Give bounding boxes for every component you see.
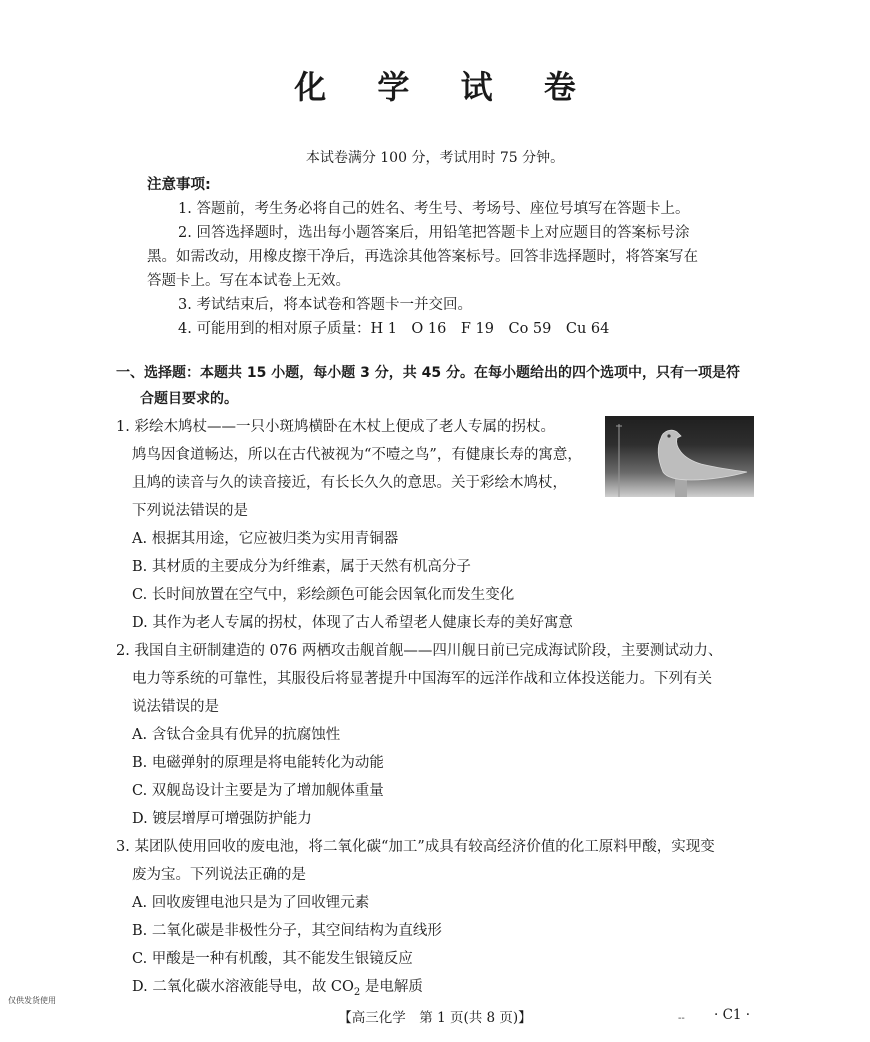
question-1-option-a: A. 根据其用途，它应被归类为实用青铜器	[132, 531, 399, 547]
question-1-stem-line-2: 鸠鸟因食道畅达，所以在古代被视为“不噎之鸟”，有健康长寿的寓意，	[132, 447, 582, 463]
notice-line-3: 黑。如需改动，用橡皮擦干净后，再选涂其他答案标号。回答非选择题时，将答案写在	[147, 249, 698, 265]
question-2-stem-line-3: 说法错误的是	[132, 699, 219, 715]
question-2-stem-line-2: 电力等系统的可靠性，其服役后将显著提升中国海军的远洋作战和立体投送能力。下列有关	[132, 671, 712, 687]
notice-line-4: 答题卡上。写在本试卷上无效。	[147, 273, 350, 289]
notice-line-2: 2. 回答选择题时，选出每小题答案后，用铅笔把答题卡上对应题目的答案标号涂	[178, 225, 690, 241]
question-1-option-b: B. 其材质的主要成分为纤维素，属于天然有机高分子	[132, 559, 471, 575]
question-1-option-d: D. 其作为老人专属的拐杖，体现了古人希望老人健康长寿的美好寓意	[132, 615, 573, 631]
question-2-option-b: B. 电磁弹射的原理是将电能转化为动能	[132, 755, 384, 771]
exam-info: 本试卷满分 100 分，考试用时 75 分钟。	[305, 150, 565, 166]
question-3-stem-line-2: 废为宝。下列说法正确的是	[132, 867, 306, 883]
question-1-stem-line-3: 且鸠的读音与久的读音接近，有长长久久的意思。关于彩绘木鸠杖，	[132, 475, 567, 491]
question-3-stem-line-1: 3. 某团队使用回收的废电池，将二氧化碳“加工”成具有较高经济价值的化工原料甲酸，实现变	[116, 839, 715, 855]
page-footer: 【高三化学 第 1 页(共 8 页)】	[338, 1010, 532, 1026]
dove-figure	[658, 430, 747, 480]
section-heading-line-2: 合题目要求的。	[140, 391, 238, 407]
option-d-prefix: D. 二氧化碳水溶液能导电，故 CO	[132, 979, 354, 995]
question-1-option-c: C. 长时间放置在空气中，彩绘颜色可能会因氧化而发生变化	[132, 587, 515, 603]
section-heading-line-1: 一、选择题：本题共 15 小题，每小题 3 分，共 45 分。在每小题给出的四个选项中，只有一项是符	[116, 365, 740, 381]
page-code: · C1 ·	[714, 1007, 751, 1023]
dove-eye	[667, 434, 670, 437]
notice-line-5: 3. 考试结束后，将本试卷和答题卡一并交回。	[178, 297, 472, 313]
question-2-option-d: D. 镀层增厚可增强防护能力	[132, 811, 312, 827]
question-1-stem-line-4: 下列说法错误的是	[132, 503, 248, 519]
side-note: 仅供发货使用	[8, 996, 56, 1005]
dove-staff-photo	[605, 416, 754, 497]
question-2-option-c: C. 双舰岛设计主要是为了增加舰体重量	[132, 783, 384, 799]
question-3-option-c: C. 甲酸是一种有机酸，其不能发生银镜反应	[132, 951, 413, 967]
question-3-option-b: B. 二氧化碳是非极性分子，其空间结构为直线形	[132, 923, 442, 939]
question-1-stem-line-1: 1. 彩绘木鸠杖——一只小斑鸠横卧在木杖上便成了老人专属的拐杖。	[116, 419, 555, 435]
question-3-option-a: A. 回收废锂电池只是为了回收锂元素	[132, 895, 370, 911]
question-2-stem-line-1: 2. 我国自主研制建造的 076 两栖攻击舰首舰——四川舰日前已完成海试阶段，主要测试动力、	[116, 643, 723, 659]
notice-line-6: 4. 可能用到的相对原子质量：H 1 O 16 F 19 Co 59 Cu 64	[178, 321, 610, 337]
question-3-option-d	[132, 975, 423, 998]
dash-mark: --	[678, 1013, 685, 1024]
notice-heading: 注意事项:	[147, 177, 211, 193]
option-d-suffix: 是电解质	[360, 979, 423, 995]
page-title: 化 学 试 卷	[294, 68, 596, 106]
question-2-option-a: A. 含钛合金具有优异的抗腐蚀性	[132, 727, 341, 743]
dove-staff-image	[605, 416, 754, 497]
co2-subscript: 2	[353, 986, 361, 998]
notice-line-1: 1. 答题前，考生务必将自己的姓名、考生号、考场号、座位号填写在答题卡上。	[178, 201, 690, 217]
